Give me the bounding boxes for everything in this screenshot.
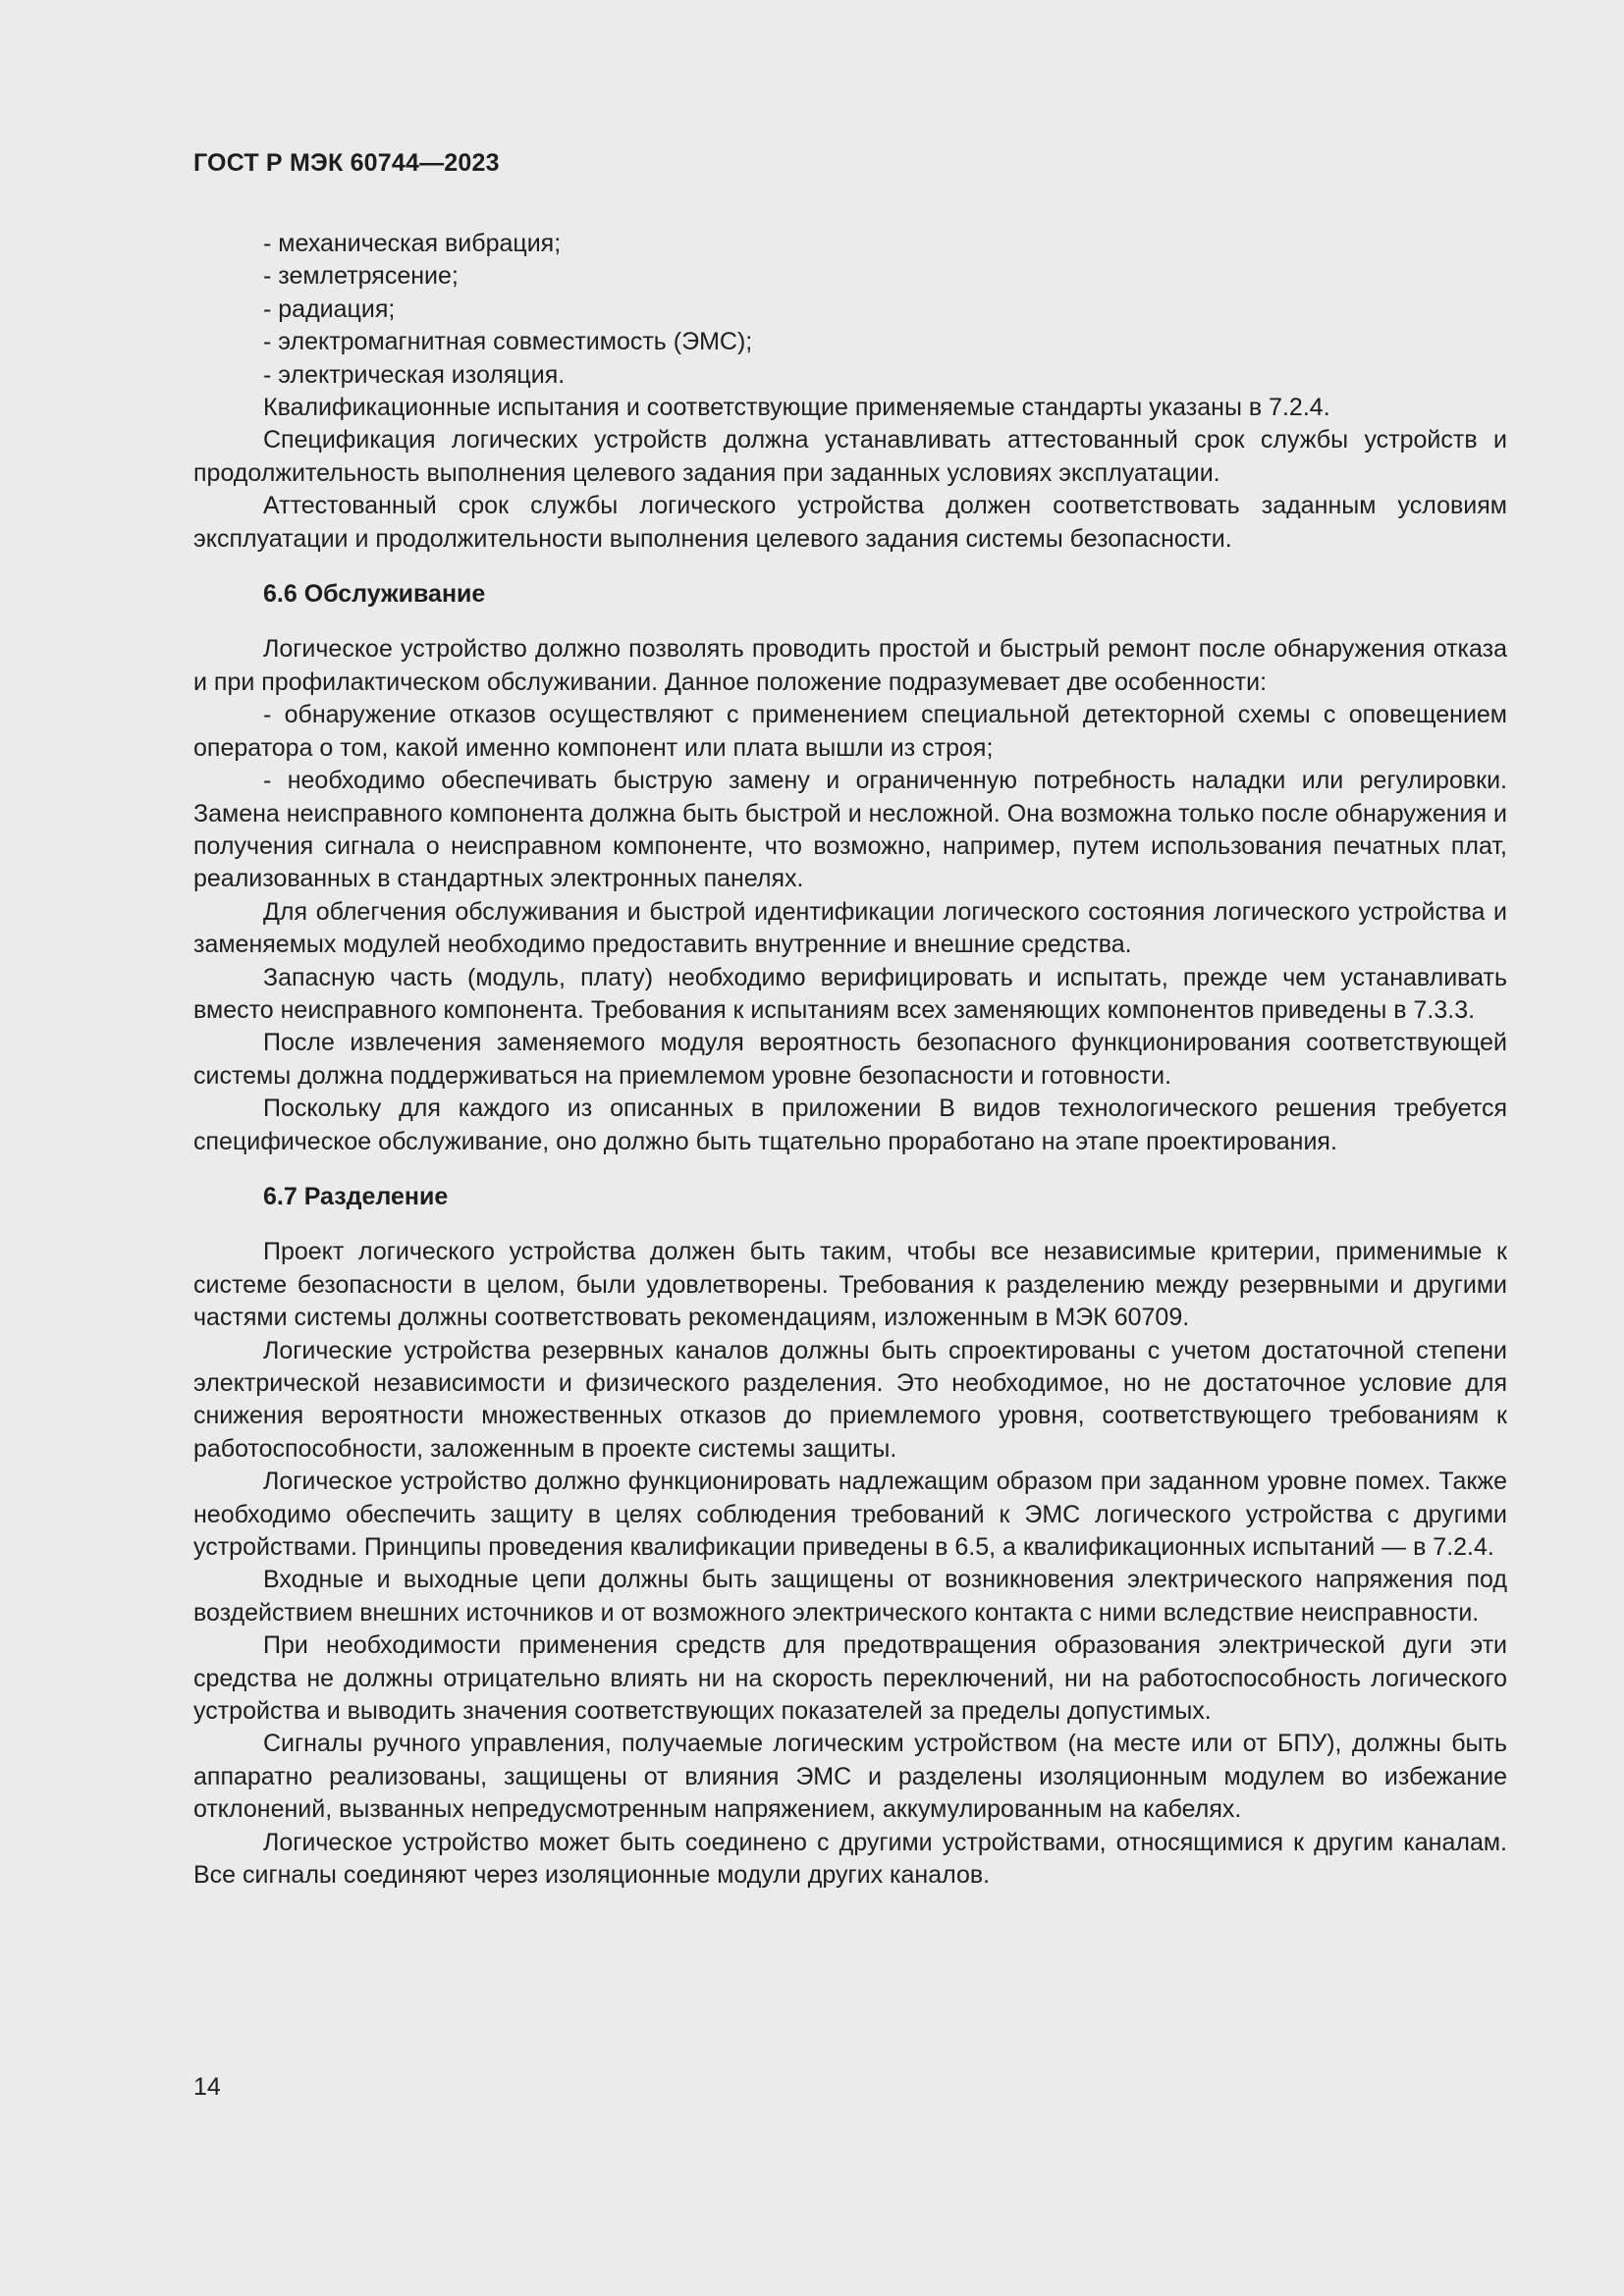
paragraph: При необходимости применения средств для предотвращения образования электрической дуги эти средства не должны отрицательно влиять ни на скорость переключений, ни на работоспособность логического устройства и выводить значения соответствующих показателей за пределы допустимых. — [193, 1631, 1507, 1726]
list-item: - механическая вибрация; — [263, 230, 562, 257]
paragraph: После извлечения заменяемого модуля вероятность безопасного функционирования соответствующей системы должна поддерживаться на приемлемом уровне безопасности и готовности. — [193, 1029, 1507, 1090]
paragraph: Проект логического устройства должен быть таким, чтобы все независимые критерии, применимые к системе безопасности в целом, были удовлетворены. Требования к разделению между резервными и другими частями системы должны соответствовать рекомендациям, изложенным в МЭК 60709. — [193, 1238, 1507, 1332]
paragraph: Входные и выходные цепи должны быть защищены от возникновения электрического напряжения под воздействием внешних источников и от возможного электрического контакта с ними вследствие неисправности. — [193, 1566, 1507, 1627]
paragraph: Для облегчения обслуживания и быстрой идентификации логического состояния логического устройства и заменяемых модулей необходимо предоставить внутренние и внешние средства. — [193, 897, 1507, 959]
list-item: - радиация; — [263, 294, 396, 323]
paragraph: Логическое устройство должно функционировать надлежащим образом при заданном уровне помех. Также необходимо обеспечить защиту в целях соблюдения требований к ЭМС логического устройства с другими устройствами. Принципы проведения квалификации приведены в 6.5, а квалификационных испытаний — в 7.2.4. — [193, 1468, 1507, 1562]
paragraph: Логические устройства резервных каналов должны быть спроектированы с учетом достаточной степени электрической независимости и физического разделения. Это необходимое, но не достаточное условие для снижения вероятности множественных отказов до приемлемого уровня, соответствующего требованиям к работоспособности, заложенным в проекте системы защиты. — [193, 1336, 1507, 1463]
list-item: - электрическая изоляция. — [263, 360, 566, 389]
section-heading-6-6: 6.6 Обслуживание — [263, 580, 486, 609]
paragraph: Поскольку для каждого из описанных в приложении В видов технологического решения требуется специфическое обслуживание, оно должно быть тщательно проработано на этапе проектирования. — [193, 1095, 1507, 1155]
page-number: 14 — [193, 2073, 221, 2101]
paragraph: Логическое устройство должно позволять проводить простой и быстрый ремонт после обнаружения отказа и при профилактическом обслуживании. Данное положение подразумевает две особенности: — [193, 635, 1507, 696]
list-item: - землетрясение; — [263, 262, 459, 291]
section-heading-6-7: 6.7 Разделение — [263, 1182, 449, 1210]
paragraph: - обнаружение отказов осуществляют с применением специальной детекторной схемы с оповещением оператора о том, какой именно компонент или плата вышли из строя; — [193, 701, 1507, 762]
paragraph: Аттестованный срок службы логического устройства должен соответствовать заданным условиям эксплуатации и продолжительности выполнения целевого задания системы безопасности. — [193, 492, 1507, 553]
document-header: ГОСТ Р МЭК 60744—2023 — [193, 149, 500, 177]
paragraph: Спецификация логических устройств должна устанавливать аттестованный срок службы устройств и продолжительность выполнения целевого задания при заданных условиях эксплуатации. — [193, 426, 1507, 487]
paragraph: Запасную часть (модуль, плату) необходимо верифицировать и испытать, прежде чем устанавливать вместо неисправного компонента. Требования к испытаниям всех заменяющих компонентов приведены в 7.3.3. — [193, 963, 1507, 1024]
paragraph: Логическое устройство может быть соединено с другими устройствами, относящимися к другим каналам. Все сигналы соединяют через изоляционные модули других каналов. — [193, 1828, 1507, 1890]
paragraph: Сигналы ручного управления, получаемые логическим устройством (на месте или от БПУ), должны быть аппаратно реализованы, защищены от влияния ЭМС и разделены изоляционным модулем во избежание отклонений, вызванных непредусмотренным напряжением, аккумулированным на кабелях. — [193, 1730, 1507, 1824]
list-item: - электромагнитная совместимость (ЭМС); — [263, 328, 753, 356]
paragraph: - необходимо обеспечивать быструю замену и ограниченную потребность наладки или регулировки. Замена неисправного компонента должна быть быстрой и несложной. Она возможна только после обнаружения и получения сигнала о неисправном компоненте, что возможно, например, путем использования печатных плат, реализованных в стандартных электронных панелях. — [193, 767, 1507, 893]
document-body — [193, 228, 1507, 1893]
paragraph: Квалификационные испытания и соответствующие применяемые стандарты указаны в 7.2.4. — [263, 394, 1330, 422]
